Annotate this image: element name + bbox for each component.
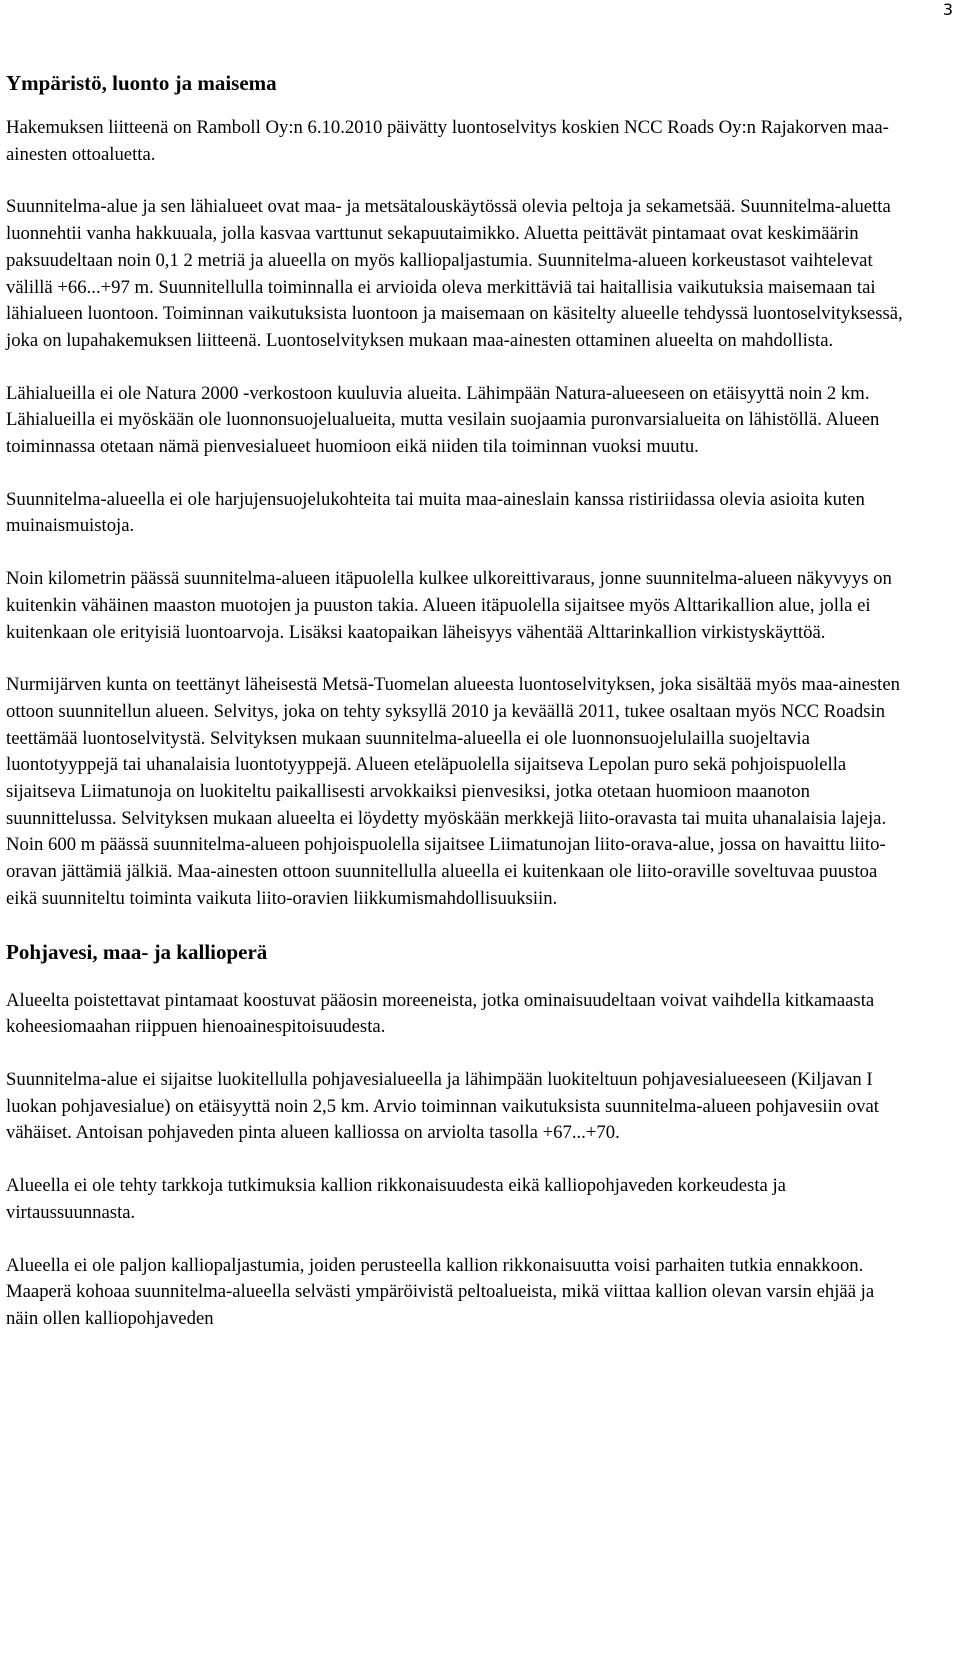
paragraph: Suunnitelma-alue ja sen lähialueet ovat maa- ja metsätalouskäytössä olevia peltoja ja sekametsää. Suunnitelma-aluetta luonnehtii vanha hakkuuala, jolla kasvaa varttunut sekapuutaimikko. Aluetta peittävät pintamaat ovat keskimäärin paksuudeltaan noin 0,1 2 metriä ja alueella on myös kalliopaljastumia. Suunnitelma-alueen korkeustasot vaihtelevat välillä +66...+97 m. Suunnitellulla toiminnalla ei arvioida oleva merkittäviä tai haitallisia vaikutuksia maisemaan tai lähialueen luontoon. Toiminnan vaikutuksista luontoon ja maisemaan on käsitelty alueelle tehdyssä luontoselvityksessä, joka on lupahakemuksen liitteenä. Luontoselvityksen mukaan maa-ainesten ottaminen alueelta on mahdollista.: [6, 196, 903, 351]
paragraph: Noin kilometrin päässä suunnitelma-alueen itäpuolella kulkee ulkoreittivaraus, jonne suunnitelma-alueen näkyvyys on kuitenkin vähäinen maaston muotojen ja puuston takia. Alueen itäpuolella sijaitsee myös Alttarikallion alue, jolla ei kuitenkaan ole erityisiä luontoarvoja. Lisäksi kaatopaikan läheisyys vähentää Alttarinkallion virkistyskäyttöä.: [6, 568, 892, 643]
paragraph: Lähialueilla ei ole Natura 2000 -verkostoon kuuluvia alueita. Lähimpään Natura-alueeseen on etäisyyttä noin 2 km. Lähialueilla ei myöskään ole luonnonsuojelualueita, mutta vesilain suojaamia puronvarsialueita on lähistöllä. Alueen toiminnassa otetaan nämä pienvesialueet huomioon eikä niiden tila toiminnan vuoksi muutu.: [6, 382, 880, 458]
paragraph: Nurmijärven kunta on teettänyt läheisestä Metsä-Tuomelan alueesta luontoselvityksen, joka sisältää myös maa-ainesten ottoon suunnitellun alueen. Selvitys, joka on tehty syksyllä 2010 ja keväällä 2011, tukee osaltaan myös NCC Roadsin teettämää luontoselvitystä. Selvityksen mukaan suunnitelma-alueella ei ole luonnonsuojelulailla suojeltavia luontotyyppejä tai uhanalaisia luontotyyppejä. Alueen eteläpuolella sijaitseva Lepolan puro sekä pohjoispuolella sijaitseva Liimatunoja on luokiteltu paikallisesti arvokkaiksi pienvesiksi, jotka otetaan huomioon maanoton suunnittelussa. Selvityksen mukaan alueelta ei löydetty myöskään merkkejä liito-oravasta tai muita uhanalaisia lajeja. Noin 600 m päässä suunnitelma-alueen pohjoispuolella sijaitsee Liimatunojan liito-orava-alue, jossa on havaittu liito-oravan jättämiä jälkiä. Maa-ainesten ottoon suunnitellulla alueella ei kuitenkaan ole liito-oraville soveltuvaa puustoa eikä suunniteltu toiminta vaikuta liito-oravien liikkumismahdollisuuksiin.: [6, 674, 900, 909]
paragraph: Alueella ei ole tehty tarkkoja tutkimuksia kallion rikkonaisuudesta eikä kalliopohjaveden korkeudesta ja virtaussuunnasta.: [6, 1175, 786, 1223]
paragraph: Suunnitelma-alueella ei ole harjujensuojelukohteita tai muita maa-aineslain kanssa ristiriidassa olevia asioita kuten muinaismuistoja.: [6, 488, 865, 537]
paragraph: Alueelta poistettavat pintamaat koostuvat pääosin moreeneista, jotka ominaisuudeltaan voivat vaihdella kitkamaasta koheesiomaahan riippuen hienoainespitoisuudesta.: [6, 989, 875, 1038]
document-body: [6, 70, 910, 1359]
section-heading-groundwater: Pohjavesi, maa- ja kallioperä: [6, 939, 268, 964]
section-heading-environment: Ympäristö, luonto ja maisema: [6, 71, 277, 95]
page-number: 3: [942, 0, 953, 19]
paragraph: Hakemuksen liitteenä on Ramboll Oy:n 6.10.2010 päivätty luontoselvitys koskien NCC Roads Oy:n Rajakorven maa-ainesten ottoaluetta.: [6, 117, 889, 165]
paragraph: Suunnitelma-alue ei sijaitse luokitellulla pohjavesialueella ja lähimpään luokiteltuun pohjavesialueeseen (Kiljavan I luokan pohjavesialue) on etäisyyttä noin 2,5 km. Arvio toiminnan vaikutuksista suunnitelma-alueen pohjavesiin ovat vähäiset. Antoisan pohjaveden pinta alueen kalliossa on arviolta tasolla +67...+70.: [6, 1068, 879, 1144]
paragraph: Alueella ei ole paljon kalliopaljastumia, joiden perusteella kallion rikkonaisuutta voisi parhaiten tutkia ennakkoon. Maaperä kohoaa suunnitelma-alueella selvästi ympäröivistä peltoalueista, mikä viittaa kallion olevan varsin ehjää ja näin ollen kalliopohjaveden: [6, 1254, 875, 1329]
